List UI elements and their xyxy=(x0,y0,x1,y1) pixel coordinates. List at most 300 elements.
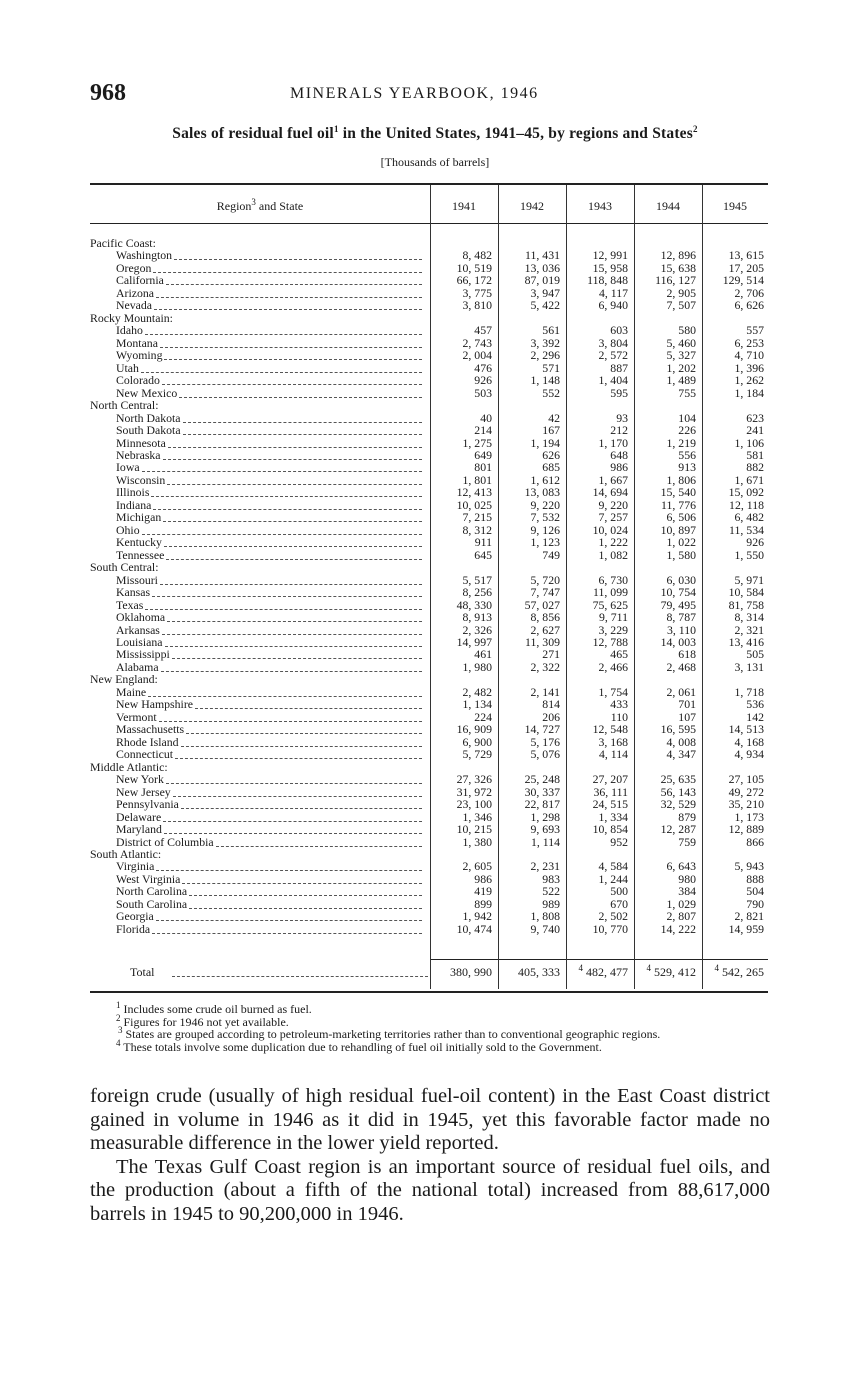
table-cell: 2, 004 xyxy=(462,348,492,363)
table-cell: 271 xyxy=(542,647,560,662)
table-cell: 49, 272 xyxy=(728,784,764,799)
table-cell: 2, 605 xyxy=(462,859,492,874)
leader-dots xyxy=(189,894,422,896)
table-cell: 1, 667 xyxy=(598,472,628,487)
table-cell: 8, 856 xyxy=(530,610,560,625)
table-cell: 5, 943 xyxy=(734,859,764,874)
state-label: New Jersey xyxy=(116,784,171,799)
table-cell: 14, 694 xyxy=(592,485,628,500)
total-value xyxy=(568,965,628,980)
table-cell: 12, 287 xyxy=(660,822,696,837)
leader-dots xyxy=(175,757,422,759)
region-label: New England: xyxy=(90,672,158,687)
table-cell: 3, 110 xyxy=(666,622,696,637)
table-cell: 2, 572 xyxy=(598,348,628,363)
state-label: Wyoming xyxy=(116,348,163,363)
table-cell: 25, 635 xyxy=(660,772,696,787)
table-cell: 457 xyxy=(474,323,492,338)
table-body xyxy=(90,237,768,935)
table-cell: 1, 173 xyxy=(734,809,764,824)
table-cell: 212 xyxy=(610,423,628,438)
state-label: Washington xyxy=(116,248,173,263)
table-cell: 11, 431 xyxy=(525,248,560,263)
table-cell: 10, 584 xyxy=(728,585,764,600)
table-cell: 2, 231 xyxy=(530,859,560,874)
table-cell: 11, 309 xyxy=(525,635,560,649)
table-row xyxy=(90,748,768,760)
table-cell: 107 xyxy=(678,709,696,724)
table-row xyxy=(90,424,768,436)
table-cell: 167 xyxy=(542,423,560,438)
table-cell: 1, 194 xyxy=(530,435,560,450)
table-cell: 887 xyxy=(610,360,628,375)
table-top-rule xyxy=(90,183,768,185)
table-cell: 580 xyxy=(678,323,696,338)
table-row xyxy=(90,299,768,311)
leader-dots xyxy=(145,608,422,610)
table-cell: 4, 114 xyxy=(598,747,628,762)
table-cell: 1, 404 xyxy=(598,373,628,388)
year-column-header: 1942 xyxy=(520,199,544,213)
table-cell: 1, 134 xyxy=(462,697,492,712)
table-cell: 10, 754 xyxy=(660,585,696,600)
leader-dots xyxy=(172,657,422,659)
table-cell: 1, 262 xyxy=(734,373,764,388)
region-row xyxy=(90,673,768,685)
table-cell: 571 xyxy=(542,360,560,375)
table-cell: 759 xyxy=(678,834,696,849)
table-cell: 603 xyxy=(610,323,628,338)
state-label: Tennessee xyxy=(116,547,165,562)
table-cell: 13, 036 xyxy=(524,260,560,275)
table-cell: 15, 540 xyxy=(660,485,696,500)
table-title-middle: in the United States, 1941–45, by regions and States xyxy=(338,125,693,142)
page-header xyxy=(90,80,770,110)
state-label: South Carolina xyxy=(116,896,188,911)
table-cell: 986 xyxy=(474,871,492,886)
state-label: Florida xyxy=(116,921,151,936)
table-cell: 505 xyxy=(746,647,764,662)
table-cell: 648 xyxy=(610,447,628,462)
footnote-ref-1: 1 xyxy=(333,123,339,134)
footnote-ref-4: 4 xyxy=(646,963,651,973)
table-cell: 6, 482 xyxy=(734,510,764,525)
footnote-mark: 4 xyxy=(116,1037,121,1048)
table-cell: 2, 141 xyxy=(530,684,560,699)
table-cell: 5, 971 xyxy=(734,572,764,587)
table-cell: 790 xyxy=(746,896,764,911)
table-cell: 8, 913 xyxy=(462,610,492,625)
state-label: Oklahoma xyxy=(116,610,166,625)
table-cell: 1, 671 xyxy=(734,472,764,487)
state-label: Iowa xyxy=(116,460,140,475)
table-cell: 899 xyxy=(474,896,492,911)
table-cell: 22, 817 xyxy=(524,797,560,812)
leader-dots xyxy=(168,446,422,448)
table-cell: 10, 519 xyxy=(456,260,492,275)
table-row xyxy=(90,885,768,897)
table-cell: 926 xyxy=(474,373,492,388)
table-cell: 12, 991 xyxy=(592,248,628,263)
table-cell: 1, 202 xyxy=(666,360,696,375)
state-label: New Hampshire xyxy=(116,697,193,712)
table-cell: 81, 758 xyxy=(728,597,764,612)
table-cell: 5, 517 xyxy=(462,572,492,587)
footnote-text: Includes some crude oil burned as fuel. xyxy=(123,1002,312,1016)
state-label: New Mexico xyxy=(116,385,178,400)
table-cell: 241 xyxy=(746,423,764,438)
table-cell: 79, 495 xyxy=(660,597,696,612)
footnotes xyxy=(90,1000,775,1054)
table-cell: 1, 489 xyxy=(666,373,696,388)
table-cell: 10, 770 xyxy=(592,921,628,936)
state-label: Kentucky xyxy=(116,535,162,550)
table-row xyxy=(90,860,768,872)
table-cell: 476 xyxy=(474,360,492,375)
page-number: 968 xyxy=(90,80,126,106)
table-cell: 685 xyxy=(542,460,560,475)
table-title-start: Sales of residual fuel oil xyxy=(172,125,334,142)
table-row xyxy=(90,437,768,449)
table-row xyxy=(90,636,768,648)
total-label: Total xyxy=(130,965,155,979)
table-cell: 14, 959 xyxy=(728,921,764,936)
table-cell: 110 xyxy=(610,709,628,724)
table-cell: 12, 548 xyxy=(592,722,628,737)
table-cell: 536 xyxy=(746,697,764,712)
table-cell: 882 xyxy=(746,460,764,475)
table-cell: 980 xyxy=(678,871,696,886)
table-cell: 10, 025 xyxy=(456,497,492,512)
year-column-header: 1944 xyxy=(656,199,680,213)
table-cell: 56, 143 xyxy=(660,784,696,799)
region-label: Middle Atlantic: xyxy=(90,759,168,774)
table-row xyxy=(90,836,768,848)
leader-dots xyxy=(164,358,422,360)
table-cell: 879 xyxy=(678,809,696,824)
table-cell: 1, 184 xyxy=(734,385,764,400)
leader-dots xyxy=(216,845,422,847)
table-cell: 522 xyxy=(542,884,560,899)
state-label: Illinois xyxy=(116,485,150,500)
state-label: Maine xyxy=(116,684,147,699)
table-cell: 15, 638 xyxy=(660,260,696,275)
table-cell: 6, 506 xyxy=(666,510,696,525)
table-cell: 75, 625 xyxy=(592,597,628,612)
table-row xyxy=(90,798,768,810)
total-value xyxy=(500,965,560,980)
table-cell: 504 xyxy=(746,884,764,899)
footnote-ref-4: 4 xyxy=(578,963,583,973)
table-cell: 17, 205 xyxy=(728,260,764,275)
footnote-mark: 3 xyxy=(118,1025,123,1035)
table-cell: 814 xyxy=(542,697,560,712)
footnote-mark: 1 xyxy=(116,1000,121,1010)
total-value-text: 482, 477 xyxy=(586,965,628,979)
table-cell: 9, 220 xyxy=(530,497,560,512)
leader-dots xyxy=(162,383,422,385)
leader-dots xyxy=(182,882,422,884)
table-cell: 2, 821 xyxy=(734,909,764,924)
table-cell: 926 xyxy=(746,535,764,550)
leader-dots xyxy=(153,271,422,273)
region-label: North Central: xyxy=(90,398,159,413)
table-bottom-rule xyxy=(90,991,768,993)
table-row xyxy=(90,910,768,922)
table-cell: 1, 029 xyxy=(666,896,696,911)
year-column-header: 1945 xyxy=(723,199,747,213)
table-cell: 986 xyxy=(610,460,628,475)
table-cell: 14, 222 xyxy=(660,921,696,936)
total-value xyxy=(432,965,492,980)
table-cell: 2, 321 xyxy=(734,622,764,637)
table-cell: 983 xyxy=(542,871,560,886)
table-cell: 595 xyxy=(610,385,628,400)
table-cell: 32, 529 xyxy=(660,797,696,812)
table-cell: 23, 100 xyxy=(456,797,492,812)
table-cell: 384 xyxy=(678,884,696,899)
table-cell: 561 xyxy=(542,323,560,338)
table-cell: 27, 207 xyxy=(592,772,628,787)
table-cell: 12, 889 xyxy=(728,822,764,837)
table-cell: 3, 775 xyxy=(462,285,492,300)
state-label: Wisconsin xyxy=(116,472,166,487)
leader-dots xyxy=(183,433,422,435)
table-cell: 670 xyxy=(610,896,628,911)
table-cell: 5, 460 xyxy=(666,335,696,350)
leader-dots xyxy=(189,907,422,909)
table-cell: 1, 808 xyxy=(530,909,560,924)
state-label: Mississippi xyxy=(116,647,170,662)
region-row xyxy=(90,399,768,411)
state-label: Connecticut xyxy=(116,747,174,762)
table-cell: 10, 215 xyxy=(456,822,492,837)
stub-header-text: Region xyxy=(216,199,252,213)
table-cell: 9, 220 xyxy=(598,497,628,512)
table-row xyxy=(90,449,768,461)
table-cell: 557 xyxy=(746,323,764,338)
state-label: Oregon xyxy=(116,260,152,275)
state-label: Delaware xyxy=(116,809,162,824)
table-row xyxy=(90,536,768,548)
table-cell: 6, 730 xyxy=(598,572,628,587)
table-cell: 6, 253 xyxy=(734,335,764,350)
leader-dots xyxy=(166,283,422,285)
table-cell: 1, 346 xyxy=(462,809,492,824)
table-row xyxy=(90,549,768,561)
table-cell: 618 xyxy=(678,647,696,662)
table-cell: 1, 148 xyxy=(530,373,560,388)
state-label: Nebraska xyxy=(116,447,161,462)
leader-dots xyxy=(164,832,422,834)
table-cell: 649 xyxy=(474,447,492,462)
table-cell: 9, 711 xyxy=(598,610,628,625)
leader-dots xyxy=(164,545,422,547)
residual-fuel-oil-table xyxy=(90,183,768,993)
leader-dots xyxy=(166,558,422,560)
table-cell: 129, 514 xyxy=(722,273,764,288)
table-cell: 10, 897 xyxy=(660,522,696,537)
state-label: Colorado xyxy=(116,373,160,388)
region-label: Pacific Coast: xyxy=(90,236,156,250)
table-row xyxy=(90,923,768,935)
table-cell: 14, 513 xyxy=(728,722,764,737)
state-label: North Carolina xyxy=(116,884,188,899)
table-cell: 13, 083 xyxy=(524,485,560,500)
table-cell: 15, 958 xyxy=(592,260,628,275)
table-cell: 224 xyxy=(474,709,492,724)
table-cell: 465 xyxy=(610,647,628,662)
table-cell: 6, 643 xyxy=(666,859,696,874)
running-head: MINERALS YEARBOOK, 1946 xyxy=(290,85,539,102)
table-cell: 14, 003 xyxy=(660,635,696,649)
leader-dots xyxy=(165,645,422,647)
table-cell: 206 xyxy=(542,709,560,724)
table-cell: 433 xyxy=(610,697,628,712)
total-value xyxy=(636,965,696,980)
table-row xyxy=(90,274,768,286)
table-cell: 31, 972 xyxy=(456,784,492,799)
table-cell: 1, 980 xyxy=(462,659,492,674)
table-cell: 1, 754 xyxy=(598,684,628,699)
state-label: Nevada xyxy=(116,298,153,313)
table-row xyxy=(90,387,768,399)
state-label: Vermont xyxy=(116,709,157,724)
table-cell: 1, 806 xyxy=(666,472,696,487)
footnote-ref-3: 3 xyxy=(251,197,256,207)
table-cell: 14, 727 xyxy=(524,722,560,737)
state-label: Montana xyxy=(116,335,158,350)
region-label: South Central: xyxy=(90,560,159,575)
table-cell: 913 xyxy=(678,460,696,475)
paragraph: The Texas Gulf Coast region is an important source of residual fuel oils, and the production (about a fifth of the national total) increased from 88,617,000 barrels in 1945 to 90,200,000 in 1946. xyxy=(90,1155,770,1225)
table-cell: 8, 314 xyxy=(734,610,764,625)
table-cell: 623 xyxy=(746,410,764,425)
table-cell: 989 xyxy=(542,896,560,911)
table-cell: 10, 474 xyxy=(456,921,492,936)
table-cell: 16, 909 xyxy=(456,722,492,737)
table-cell: 104 xyxy=(678,410,696,425)
leader-dots xyxy=(167,483,422,485)
table-cell: 10, 854 xyxy=(592,822,628,837)
table-cell: 5, 176 xyxy=(530,734,560,749)
table-cell: 8, 787 xyxy=(666,610,696,625)
table-cell: 4, 934 xyxy=(734,747,764,762)
table-cell: 2, 296 xyxy=(530,348,560,363)
table-cell: 1, 580 xyxy=(666,547,696,562)
table-cell: 1, 550 xyxy=(734,547,764,562)
region-row xyxy=(90,561,768,573)
table-cell: 214 xyxy=(474,423,492,438)
total-row xyxy=(90,965,768,981)
table-cell: 3, 168 xyxy=(598,734,628,749)
table-cell: 3, 229 xyxy=(598,622,628,637)
table-cell: 27, 326 xyxy=(456,772,492,787)
state-label: North Dakota xyxy=(116,410,181,425)
table-cell: 1, 942 xyxy=(462,909,492,924)
table-cell: 118, 848 xyxy=(587,273,628,288)
leader-dots xyxy=(156,869,422,871)
table-total-rule xyxy=(430,959,768,960)
total-value-text: 405, 333 xyxy=(518,965,560,979)
table-cell: 11, 534 xyxy=(729,522,764,537)
state-label: Pennsylvania xyxy=(116,797,179,812)
table-cell: 1, 022 xyxy=(666,535,696,550)
table-cell: 8, 312 xyxy=(462,522,492,537)
state-label: Massachusetts xyxy=(116,722,185,737)
table-row xyxy=(90,324,768,336)
table-cell: 7, 507 xyxy=(666,298,696,313)
table-cell: 552 xyxy=(542,385,560,400)
table-subtitle: [Thousands of barrels] xyxy=(380,155,490,169)
leader-dots xyxy=(142,533,422,535)
state-label: California xyxy=(116,273,164,288)
table-cell: 48, 330 xyxy=(456,597,492,612)
table-cell: 35, 210 xyxy=(728,797,764,812)
table-cell: 2, 743 xyxy=(462,335,492,350)
table-cell: 6, 626 xyxy=(734,298,764,313)
leader-dots xyxy=(166,782,422,784)
table-cell: 12, 118 xyxy=(729,497,764,512)
table-cell: 13, 416 xyxy=(728,635,764,649)
total-value xyxy=(704,965,764,980)
table-row xyxy=(90,723,768,735)
state-label: Alabama xyxy=(116,659,159,674)
footnote xyxy=(90,1037,775,1054)
table-row xyxy=(90,349,768,361)
leader-dots xyxy=(156,296,422,298)
table-cell: 93 xyxy=(616,410,628,425)
table-cell: 1, 612 xyxy=(530,472,560,487)
table-row xyxy=(90,773,768,785)
leader-dots xyxy=(159,720,422,722)
footnote-ref-2: 2 xyxy=(693,123,698,134)
table-cell: 11, 099 xyxy=(593,585,628,600)
year-column-header: 1941 xyxy=(452,199,476,213)
stub-header-tail: and State xyxy=(255,199,304,213)
table-row xyxy=(90,873,768,885)
table-cell: 1, 334 xyxy=(598,809,628,824)
total-value-text: 542, 265 xyxy=(722,965,764,979)
table-cell: 888 xyxy=(746,871,764,886)
table-cell: 1, 275 xyxy=(462,435,492,450)
table-cell: 1, 082 xyxy=(598,547,628,562)
table-cell: 36, 111 xyxy=(593,784,628,799)
table-cell: 5, 076 xyxy=(530,747,560,762)
table-cell: 40 xyxy=(480,410,492,425)
body-text xyxy=(90,1085,770,1226)
leader-dots xyxy=(152,932,422,934)
table-cell: 12, 413 xyxy=(456,485,492,500)
leader-dots xyxy=(151,495,422,497)
table-header-rule xyxy=(90,223,768,224)
table-cell: 3, 392 xyxy=(530,335,560,350)
table-cell: 2, 905 xyxy=(666,285,696,300)
table-cell: 701 xyxy=(678,697,696,712)
table-cell: 8, 256 xyxy=(462,585,492,600)
state-label: Arizona xyxy=(116,285,154,300)
table-cell: 1, 298 xyxy=(530,809,560,824)
table-cell: 1, 718 xyxy=(734,684,764,699)
table-cell: 87, 019 xyxy=(524,273,560,288)
table-cell: 419 xyxy=(474,884,492,899)
table-cell: 581 xyxy=(746,447,764,462)
table-row xyxy=(90,412,768,424)
state-label: West Virginia xyxy=(116,871,181,886)
table-cell: 1, 801 xyxy=(462,472,492,487)
table-cell: 5, 422 xyxy=(530,298,560,313)
table-cell: 3, 804 xyxy=(598,335,628,350)
